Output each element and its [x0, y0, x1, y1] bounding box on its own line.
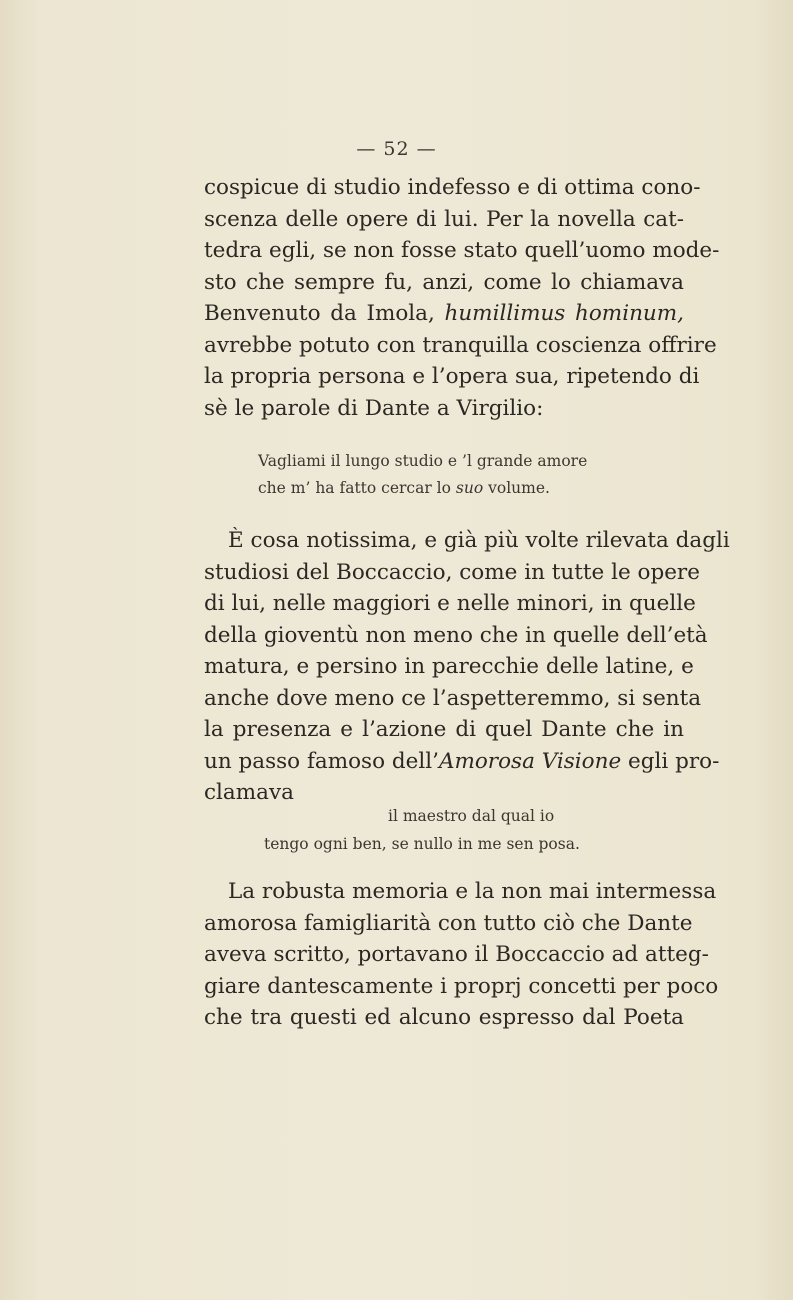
text-line: aveva scritto, portavano il Boccaccio ad atteg-	[204, 942, 709, 967]
text-line: anche dove meno ce l’aspetteremmo, si senta	[204, 685, 702, 711]
text-line: studiosi del Boccaccio, come in tutte le opere	[204, 559, 700, 585]
latin-phrase: humillimus hominum,	[444, 301, 684, 326]
verse-line: Vagliami il lungo studio e ’l grande amore	[258, 452, 588, 470]
text-line: della gioventù non meno che in quelle dell’età	[204, 622, 708, 648]
text-segment: Benvenuto da Imola,	[204, 301, 445, 326]
text-segment: egli pro-	[621, 748, 720, 774]
text-line: che tra questi ed alcuno espresso dal Poeta	[204, 1005, 684, 1030]
text-line: di lui, nelle maggiori e nelle minori, in quelle	[204, 591, 696, 616]
verse-quote-1	[258, 448, 587, 502]
italic-word: suo	[455, 479, 484, 497]
text-line: matura, e persino in parecchie delle latine, e	[204, 654, 694, 679]
text-line: la presenza e l’azione di quel Dante che in	[204, 717, 684, 742]
paragraph-2	[204, 525, 730, 809]
text-line: È cosa notissima, e già più volte rilevata dagli	[228, 528, 730, 553]
text-line: La robusta memoria e la non mai intermessa	[228, 879, 717, 904]
text-line: giare dantescamente i proprj concetti per poco	[204, 973, 719, 999]
text-line: cospicue di studio indefesso e di ottima cono-	[204, 175, 701, 200]
work-title: Amorosa Visione	[438, 748, 622, 774]
page-number: — 52 —	[356, 138, 437, 160]
verse-line: il maestro dal qual io	[388, 807, 555, 825]
verse-line	[258, 475, 587, 502]
text-line	[204, 298, 684, 330]
text-segment: che m’ ha fatto cercar lo	[258, 479, 456, 497]
verse-line: tengo ogni ben, se nullo in me sen posa.	[264, 835, 580, 853]
text-line	[204, 746, 720, 778]
text-line: amorosa famigliarità con tutto ciò che Dante	[204, 910, 693, 936]
paragraph-3	[204, 876, 719, 1034]
text-line: tedra egli, se non fosse stato quell’uomo mode-	[204, 238, 720, 263]
paragraph-1	[204, 172, 720, 424]
text-line: sè le parole di Dante a Virgilio:	[204, 395, 544, 421]
verse-quote-2-line-1	[388, 803, 554, 830]
text-line: la propria persona e l’opera sua, ripetendo di	[204, 364, 700, 389]
text-segment: volume.	[483, 479, 550, 497]
text-line: clamava	[204, 780, 294, 805]
text-line: scenza delle opere di lui. Per la novella cat-	[204, 206, 684, 232]
text-line: avrebbe potuto con tranquilla coscienza offrire	[204, 332, 717, 358]
text-segment: un passo famoso dell’	[204, 748, 439, 774]
verse-quote-2-line-2	[264, 831, 580, 858]
text-line: sto che sempre fu, anzi, come lo chiamava	[204, 269, 684, 295]
